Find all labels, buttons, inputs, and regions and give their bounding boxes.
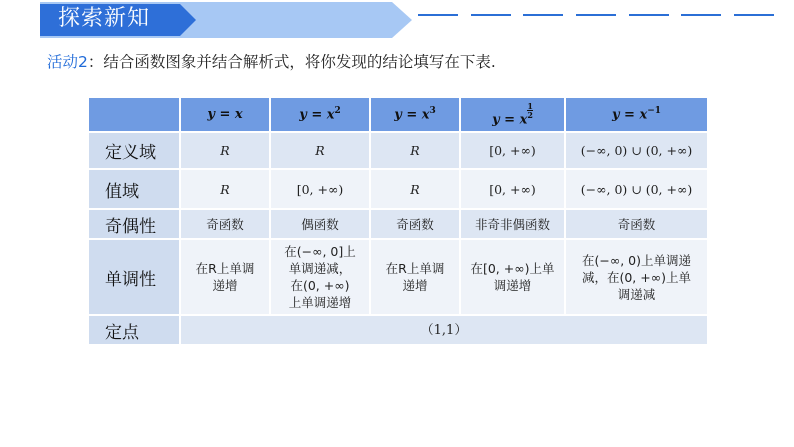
table-cell: [0, +∞) bbox=[460, 169, 565, 209]
table-cell: R bbox=[270, 132, 370, 169]
table-cell: 在(−∞, 0)上单调递 减，在(0, +∞)上单 调递减 bbox=[565, 239, 708, 315]
table-cell: 奇函数 bbox=[180, 209, 270, 239]
table-row bbox=[88, 209, 708, 239]
table-cell: [0, +∞) bbox=[460, 132, 565, 169]
banner-title: 探索新知 bbox=[58, 6, 151, 31]
table-row bbox=[88, 315, 708, 345]
table-cell: R bbox=[180, 169, 270, 209]
table-cell: 在R上单调 递增 bbox=[370, 239, 460, 315]
table-row bbox=[88, 239, 708, 315]
col-header-2: $y = x^2$ bbox=[270, 97, 370, 132]
header-corner bbox=[88, 97, 180, 132]
table-cell: 偶函数 bbox=[270, 209, 370, 239]
col-header-1: y = x bbox=[180, 97, 270, 132]
table-cell: (−∞, 0) ∪ (0, +∞) bbox=[565, 132, 708, 169]
table-cell: 奇函数 bbox=[565, 209, 708, 239]
table-cell: R bbox=[370, 132, 460, 169]
table-cell: 奇函数 bbox=[370, 209, 460, 239]
section-banner bbox=[0, 0, 794, 40]
table-cell: R bbox=[370, 169, 460, 209]
col-header-3: $y = x^3$ bbox=[370, 97, 460, 132]
activity-instruction bbox=[47, 50, 496, 74]
table-cell: 在R上单调 递增 bbox=[180, 239, 270, 315]
table-cell: [0, +∞) bbox=[270, 169, 370, 209]
col-header-5: $y = x^{-1}$ bbox=[565, 97, 708, 132]
row-label-monotonicity: 单调性 bbox=[88, 239, 180, 315]
col-header-4: y = x $\frac{1}{2}$ bbox=[460, 97, 565, 132]
title-underline-dashes bbox=[418, 14, 774, 17]
activity-text: ：结合函数图象并结合解析式，将你发现的结论填写在下表. bbox=[87, 53, 496, 71]
row-label-parity: 奇偶性 bbox=[88, 209, 180, 239]
table-row bbox=[88, 169, 708, 209]
activity-label: 活动2 bbox=[47, 53, 88, 71]
table-cell: 在[0, +∞)上单 调递增 bbox=[460, 239, 565, 315]
row-label-fixed-point: 定点 bbox=[88, 315, 180, 345]
table-cell: (−∞, 0) ∪ (0, +∞) bbox=[565, 169, 708, 209]
row-label-range: 值域 bbox=[88, 169, 180, 209]
table-header-row bbox=[88, 97, 708, 132]
row-label-domain: 定义域 bbox=[88, 132, 180, 169]
table-cell: R bbox=[180, 132, 270, 169]
fixed-point-cell: （1,1） bbox=[180, 315, 708, 345]
table-row bbox=[88, 132, 708, 169]
power-function-table bbox=[87, 96, 709, 346]
table-cell: 在(−∞, 0]上 单调递减， 在(0, +∞) 上单调递增 bbox=[270, 239, 370, 315]
table-cell: 非奇非偶函数 bbox=[460, 209, 565, 239]
